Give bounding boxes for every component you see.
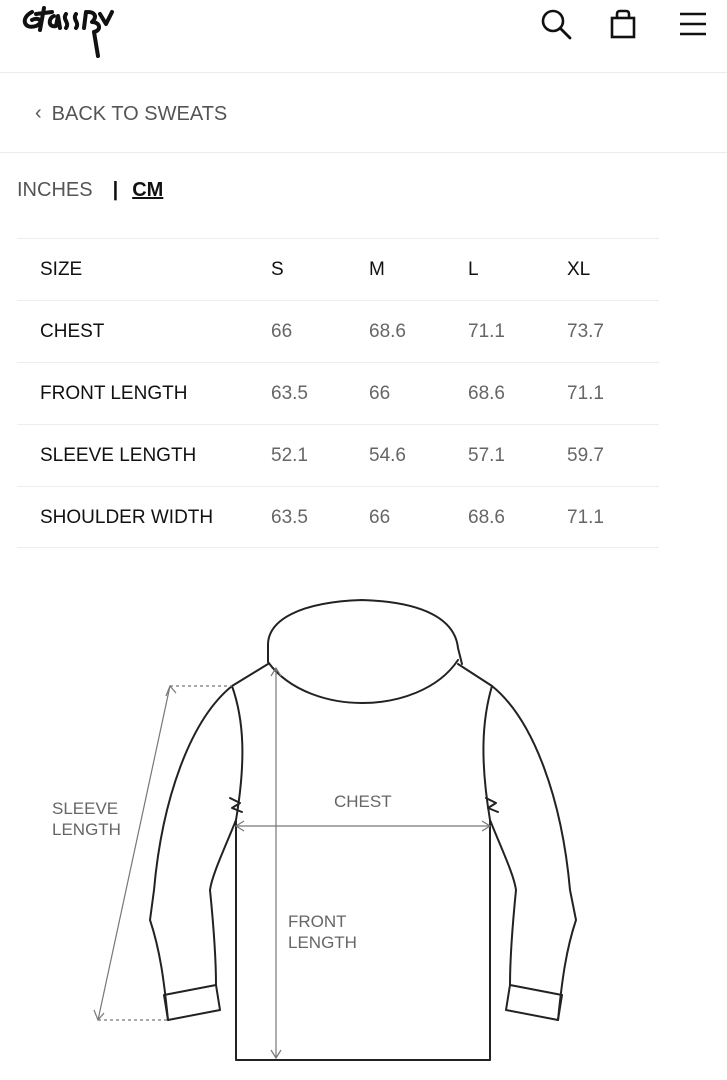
table-header-cell: S (271, 259, 284, 280)
table-row (17, 424, 659, 486)
table-cell: 66 (369, 507, 391, 528)
table-cell: 68.6 (369, 321, 406, 342)
shopping-bag-icon[interactable] (605, 6, 641, 42)
chevron-left-icon: ‹ (35, 101, 42, 124)
cm-toggle[interactable]: CM (132, 178, 164, 201)
logo-text: Stüssy (14, 0, 18, 1)
table-row (17, 486, 659, 548)
site-header (0, 0, 727, 73)
table-cell: 71.1 (567, 383, 604, 404)
stussy-logo[interactable] (14, 0, 124, 60)
table-header-cell: M (369, 259, 385, 280)
back-to-sweats-link[interactable] (35, 98, 227, 130)
front-label-line2: LENGTH (288, 933, 357, 952)
table-cell: 57.1 (468, 445, 505, 466)
table-cell: 52.1 (271, 445, 308, 466)
back-link-label: BACK TO SWEATS (51, 102, 228, 125)
row-label: FRONT LENGTH (40, 383, 188, 404)
table-cell: 73.7 (567, 321, 604, 342)
search-icon[interactable] (538, 6, 574, 42)
table-cell: 71.1 (468, 321, 505, 342)
table-cell: 63.5 (271, 383, 308, 404)
table-row (17, 300, 659, 362)
row-label: SHOULDER WIDTH (40, 507, 214, 528)
size-chart-table (17, 238, 659, 548)
sleeve-length-label (52, 798, 121, 840)
front-length-label (288, 911, 357, 953)
table-cell: 66 (369, 383, 391, 404)
sleeve-label-line2: LENGTH (52, 820, 121, 839)
menu-icon[interactable] (675, 6, 711, 42)
table-header-cell: L (468, 259, 479, 280)
unit-toggle (17, 176, 163, 204)
front-label-line1: FRONT (288, 912, 347, 931)
divider (0, 152, 727, 153)
table-cell: 66 (271, 321, 293, 342)
unit-separator: | (112, 178, 119, 201)
table-cell: 59.7 (567, 445, 604, 466)
sleeve-label-line1: SLEEVE (52, 799, 119, 818)
table-cell: 63.5 (271, 507, 308, 528)
row-label: CHEST (40, 321, 105, 342)
inches-toggle[interactable]: INCHES (17, 178, 93, 201)
hoodie-measurement-diagram (0, 590, 727, 1070)
table-cell: 68.6 (468, 507, 505, 528)
table-row (17, 362, 659, 424)
table-cell: 54.6 (369, 445, 406, 466)
table-header-cell: SIZE (40, 259, 83, 280)
row-label: SLEEVE LENGTH (40, 445, 197, 466)
table-cell: 71.1 (567, 507, 604, 528)
table-header-cell: XL (567, 259, 591, 280)
chest-label: CHEST (334, 792, 392, 811)
table-header-row (17, 238, 659, 300)
table-cell: 68.6 (468, 383, 505, 404)
